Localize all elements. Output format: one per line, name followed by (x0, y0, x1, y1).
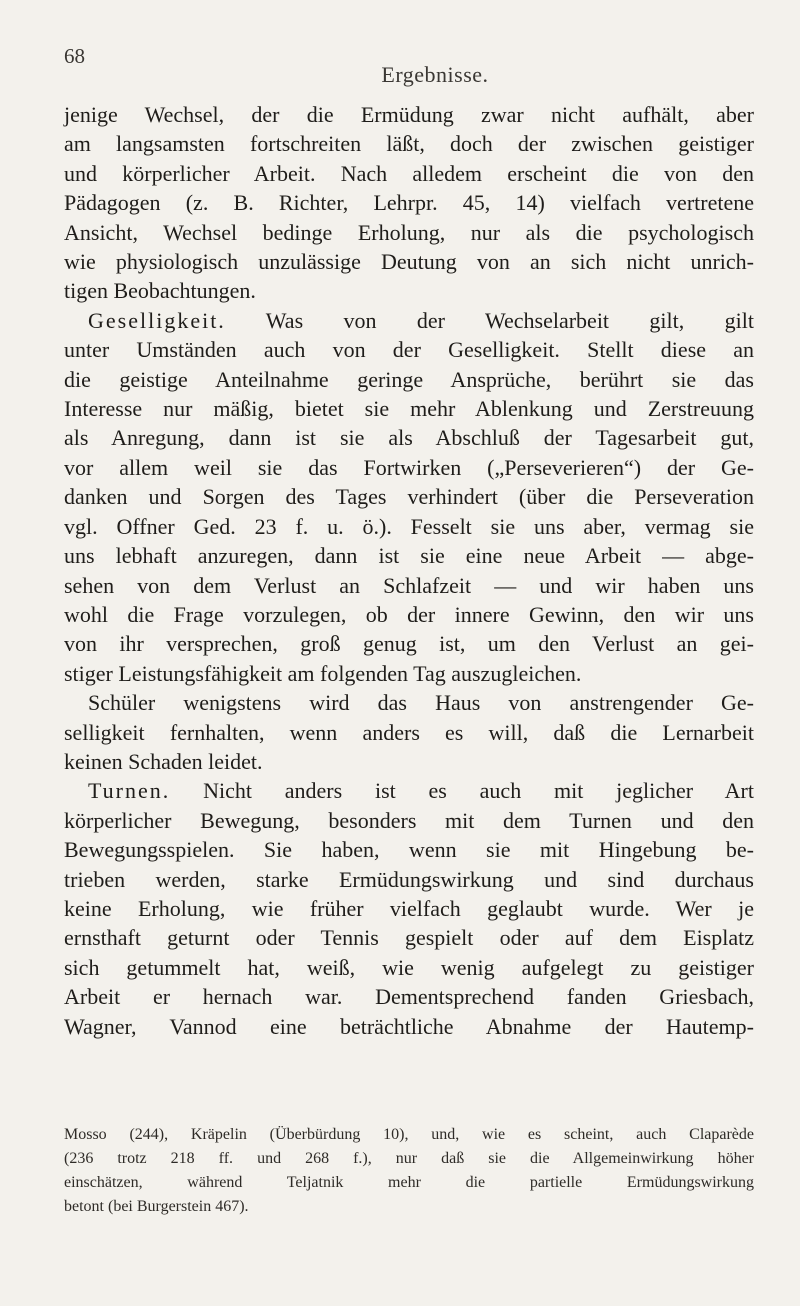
body-text (64, 100, 754, 1041)
text-line: als Anregung, dann ist sie als Abschluß der Tagesarbeit gut, (64, 425, 754, 451)
footnote (64, 1123, 754, 1219)
text-line: trieben werden, starke Ermüdungswirkung und sind durchaus (64, 866, 754, 892)
section-heading-line (64, 306, 754, 335)
text-line: danken und Sorgen des Tages verhindert (über die Perseveration (64, 484, 754, 510)
text-line: keine Erholung, wie früher vielfach geglaubt wurde. Wer je (64, 895, 754, 921)
text-line: sich getummelt hat, weiß, wie wenig aufgelegt zu geistiger (64, 954, 754, 980)
text-line: Bewegungsspielen. Sie haben, wenn sie mit Hingebung be- (64, 837, 754, 863)
text-line: ernsthaft geturnt oder Tennis gespielt oder auf dem Eisplatz (64, 925, 754, 951)
text-line: selligkeit fernhalten, wenn anders es will, daß die Lernarbeit (64, 719, 754, 745)
text-line: Wagner, Vannod eine beträchtliche Abnahme der Hautemp- (64, 1013, 754, 1039)
text-line: von ihr versprechen, groß genug ist, um den Verlust an gei- (64, 631, 754, 657)
footnote-line: einschätzen, während Teljatnik mehr die partielle Ermüdungswirkung (64, 1174, 754, 1191)
section-heading-line (64, 776, 754, 805)
text-line: Ansicht, Wechsel bedinge Erholung, nur als die psychologisch (64, 219, 754, 245)
text-line-rest: Was von der Wechselarbeit gilt, gilt (225, 307, 754, 333)
text-line: Arbeit er hernach war. Dementsprechend fanden Griesbach, (64, 984, 754, 1010)
footnote-line: (236 trotz 218 ff. und 268 f.), nur daß sie die Allgemeinwirkung höher (64, 1150, 754, 1167)
text-line: vgl. Offner Ged. 23 f. u. ö.). Fesselt sie uns aber, vermag sie (64, 513, 754, 539)
page-number: 68 (64, 44, 85, 68)
text-line: uns lebhaft anzuregen, dann ist sie eine neue Arbeit — abge- (64, 543, 754, 569)
footnote-line: Mosso (244), Kräpelin (Überbürdung 10), und, wie es scheint, auch Claparède (64, 1126, 754, 1143)
text-line: die geistige Anteilnahme geringe Ansprüche, berührt sie das (64, 366, 754, 392)
text-line: Schüler wenigstens wird das Haus von anstrengender Ge- (88, 690, 754, 716)
text-line: vor allem weil sie das Fortwirken („Perseverieren“) der Ge- (64, 454, 754, 480)
text-line: und körperlicher Arbeit. Nach alledem erscheint die von den (64, 160, 754, 186)
text-line: am langsamsten fortschreiten läßt, doch der zwischen geistiger (64, 131, 754, 157)
text-line: sehen von dem Verlust an Schlafzeit — und wir haben uns (64, 572, 754, 598)
text-line: jenige Wechsel, der die Ermüdung zwar nicht aufhält, aber (64, 102, 754, 127)
text-line: unter Umständen auch von der Geselligkeit. Stellt diese an (64, 337, 754, 363)
text-line: wie physiologisch unzulässige Deutung von an sich nicht unrich- (64, 249, 754, 275)
section-heading: Turnen. (88, 778, 171, 804)
text-line: stiger Leistungsfähigkeit am folgenden Tag auszugleichen. (64, 660, 582, 686)
section-heading: Geselligkeit. (88, 307, 226, 333)
text-line: körperlicher Bewegung, besonders mit dem Turnen und den (64, 807, 754, 833)
text-line: Pädagogen (z. B. Richter, Lehrpr. 45, 14) vielfach vertretene (64, 190, 754, 216)
text-line: tigen Beobachtungen. (64, 278, 256, 304)
text-line-rest: Nicht anders ist es auch mit jeglicher Art (170, 778, 754, 804)
text-line: wohl die Frage vorzulegen, ob der innere Gewinn, den wir uns (64, 601, 754, 627)
text-line: Interesse nur mäßig, bietet sie mehr Ablenkung und Zerstreuung (64, 396, 754, 422)
footnote-line: betont (bei Burgerstein 467). (64, 1198, 249, 1215)
text-line: keinen Schaden leidet. (64, 748, 263, 774)
running-head: Ergebnisse. (381, 62, 489, 87)
